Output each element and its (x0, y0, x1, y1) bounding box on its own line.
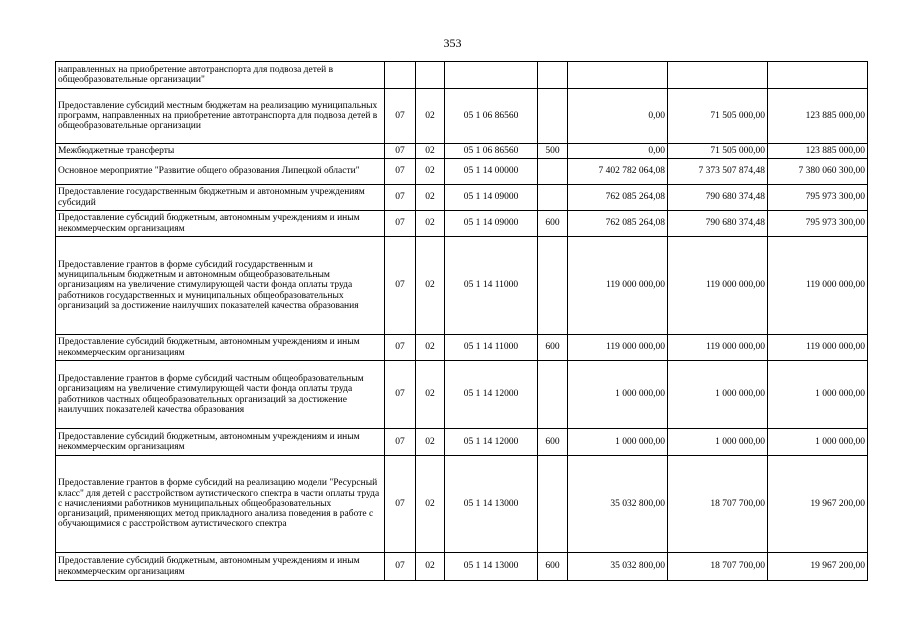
table-row (56, 361, 868, 429)
subsection-code-cell: 02 (416, 361, 445, 429)
expense-name-cell: Предоставление грантов в форме субсидий на реализацию модели "Ресурсный класс" для детей с расстройством аутистического спектра в части оплаты труда с начислениями работников муниципальных общеобразовательных организаций, применяющих метод прикладного анализа поведения в работе с обучающимися с расстройством аутистического спектра (56, 456, 385, 553)
amount-year3-cell (768, 62, 868, 89)
target-article-cell: 05 1 14 11000 (445, 335, 538, 361)
table-row (56, 211, 868, 237)
amount-year1-cell: 0,00 (568, 144, 668, 159)
amount-year3-cell: 1 000 000,00 (768, 429, 868, 456)
expense-name-cell: Предоставление субсидий местным бюджетам на реализацию муниципальных программ, направленных на приобретение автотранспорта для подвоза детей в общеобразовательные организации (56, 89, 385, 144)
subsection-code-cell: 02 (416, 553, 445, 581)
amount-year1-cell: 1 000 000,00 (568, 429, 668, 456)
amount-year3-cell: 19 967 200,00 (768, 553, 868, 581)
target-article-cell: 05 1 06 86560 (445, 144, 538, 159)
subsection-code-cell: 02 (416, 185, 445, 211)
page-number: 353 (443, 36, 462, 50)
amount-year3-cell: 1 000 000,00 (768, 361, 868, 429)
amount-year3-cell: 7 380 060 300,00 (768, 159, 868, 185)
subsection-code-cell: 02 (416, 456, 445, 553)
amount-year3-cell: 123 885 000,00 (768, 144, 868, 159)
amount-year1-cell: 119 000 000,00 (568, 237, 668, 335)
target-article-cell: 05 1 14 13000 (445, 456, 538, 553)
amount-year3-cell: 123 885 000,00 (768, 89, 868, 144)
expense-type-cell (538, 159, 568, 185)
target-article-cell: 05 1 14 13000 (445, 553, 538, 581)
table-row (56, 62, 868, 89)
amount-year1-cell (568, 62, 668, 89)
section-code-cell: 07 (385, 335, 416, 361)
expense-name-cell: Предоставление грантов в форме субсидий государственным и муниципальным бюджетным и автономным общеобразовательным организациям на увеличение стимулирующей части фонда оплаты труда работников государственных и муниципальных общеобразовательных организаций за достижение наилучших показателей качества образования (56, 237, 385, 335)
amount-year2-cell: 7 373 507 874,48 (668, 159, 768, 185)
section-code-cell: 07 (385, 89, 416, 144)
subsection-code-cell: 02 (416, 89, 445, 144)
section-code-cell: 07 (385, 553, 416, 581)
amount-year2-cell (668, 62, 768, 89)
amount-year2-cell: 71 505 000,00 (668, 89, 768, 144)
expense-type-cell (538, 361, 568, 429)
expense-type-cell: 600 (538, 429, 568, 456)
amount-year1-cell: 0,00 (568, 89, 668, 144)
amount-year1-cell: 35 032 800,00 (568, 456, 668, 553)
amount-year1-cell: 1 000 000,00 (568, 361, 668, 429)
target-article-cell: 05 1 14 12000 (445, 429, 538, 456)
budget-table (55, 61, 868, 581)
amount-year2-cell: 1 000 000,00 (668, 429, 768, 456)
expense-type-cell (538, 237, 568, 335)
table-row (56, 237, 868, 335)
amount-year1-cell: 762 085 264,08 (568, 211, 668, 237)
expense-type-cell (538, 456, 568, 553)
expense-name-cell: направленных на приобретение автотранспорта для подвоза детей в общеобразовательные организации" (56, 62, 385, 89)
amount-year2-cell: 71 505 000,00 (668, 144, 768, 159)
subsection-code-cell: 02 (416, 159, 445, 185)
subsection-code-cell: 02 (416, 335, 445, 361)
target-article-cell: 05 1 14 12000 (445, 361, 538, 429)
amount-year1-cell: 119 000 000,00 (568, 335, 668, 361)
table-row (56, 144, 868, 159)
subsection-code-cell: 02 (416, 429, 445, 456)
amount-year1-cell: 35 032 800,00 (568, 553, 668, 581)
amount-year3-cell: 119 000 000,00 (768, 335, 868, 361)
amount-year2-cell: 790 680 374,48 (668, 185, 768, 211)
target-article-cell (445, 62, 538, 89)
section-code-cell: 07 (385, 429, 416, 456)
expense-type-cell: 600 (538, 211, 568, 237)
table-row (56, 456, 868, 553)
expense-type-cell (538, 89, 568, 144)
amount-year2-cell: 1 000 000,00 (668, 361, 768, 429)
subsection-code-cell: 02 (416, 211, 445, 237)
target-article-cell: 05 1 14 00000 (445, 159, 538, 185)
expense-type-cell (538, 62, 568, 89)
table-row (56, 429, 868, 456)
subsection-code-cell (416, 62, 445, 89)
amount-year3-cell: 795 973 300,00 (768, 211, 868, 237)
table-row (56, 159, 868, 185)
subsection-code-cell: 02 (416, 144, 445, 159)
table-row (56, 335, 868, 361)
expense-type-cell: 500 (538, 144, 568, 159)
expense-name-cell: Предоставление субсидий бюджетным, автономным учреждениям и иным некоммерческим организациям (56, 553, 385, 581)
target-article-cell: 05 1 14 09000 (445, 185, 538, 211)
table-row (56, 185, 868, 211)
expense-name-cell: Предоставление грантов в форме субсидий частным общеобразовательным организациям на увеличение стимулирующей части фонда оплаты труда работников частных общеобразовательных организаций за достижение наилучших показателей качества образования (56, 361, 385, 429)
target-article-cell: 05 1 14 09000 (445, 211, 538, 237)
expense-type-cell (538, 185, 568, 211)
expense-name-cell: Предоставление субсидий бюджетным, автономным учреждениям и иным некоммерческим организациям (56, 429, 385, 456)
expense-name-cell: Предоставление субсидий бюджетным, автономным учреждениям и иным некоммерческим организациям (56, 211, 385, 237)
expense-name-cell: Предоставление государственным бюджетным и автономным учреждениям субсидий (56, 185, 385, 211)
amount-year3-cell: 19 967 200,00 (768, 456, 868, 553)
table-row (56, 553, 868, 581)
amount-year2-cell: 119 000 000,00 (668, 237, 768, 335)
subsection-code-cell: 02 (416, 237, 445, 335)
amount-year2-cell: 790 680 374,48 (668, 211, 768, 237)
amount-year1-cell: 7 402 782 064,08 (568, 159, 668, 185)
section-code-cell: 07 (385, 237, 416, 335)
expense-name-cell: Предоставление субсидий бюджетным, автономным учреждениям и иным некоммерческим организациям (56, 335, 385, 361)
amount-year3-cell: 795 973 300,00 (768, 185, 868, 211)
expense-name-cell: Межбюджетные трансферты (56, 144, 385, 159)
expense-name-cell: Основное мероприятие "Развитие общего образования Липецкой области" (56, 159, 385, 185)
section-code-cell: 07 (385, 144, 416, 159)
target-article-cell: 05 1 14 11000 (445, 237, 538, 335)
amount-year2-cell: 18 707 700,00 (668, 456, 768, 553)
section-code-cell (385, 62, 416, 89)
amount-year1-cell: 762 085 264,08 (568, 185, 668, 211)
section-code-cell: 07 (385, 456, 416, 553)
section-code-cell: 07 (385, 185, 416, 211)
table-row (56, 89, 868, 144)
section-code-cell: 07 (385, 361, 416, 429)
amount-year2-cell: 119 000 000,00 (668, 335, 768, 361)
target-article-cell: 05 1 06 86560 (445, 89, 538, 144)
amount-year2-cell: 18 707 700,00 (668, 553, 768, 581)
section-code-cell: 07 (385, 211, 416, 237)
expense-type-cell: 600 (538, 335, 568, 361)
amount-year3-cell: 119 000 000,00 (768, 237, 868, 335)
expense-type-cell: 600 (538, 553, 568, 581)
section-code-cell: 07 (385, 159, 416, 185)
